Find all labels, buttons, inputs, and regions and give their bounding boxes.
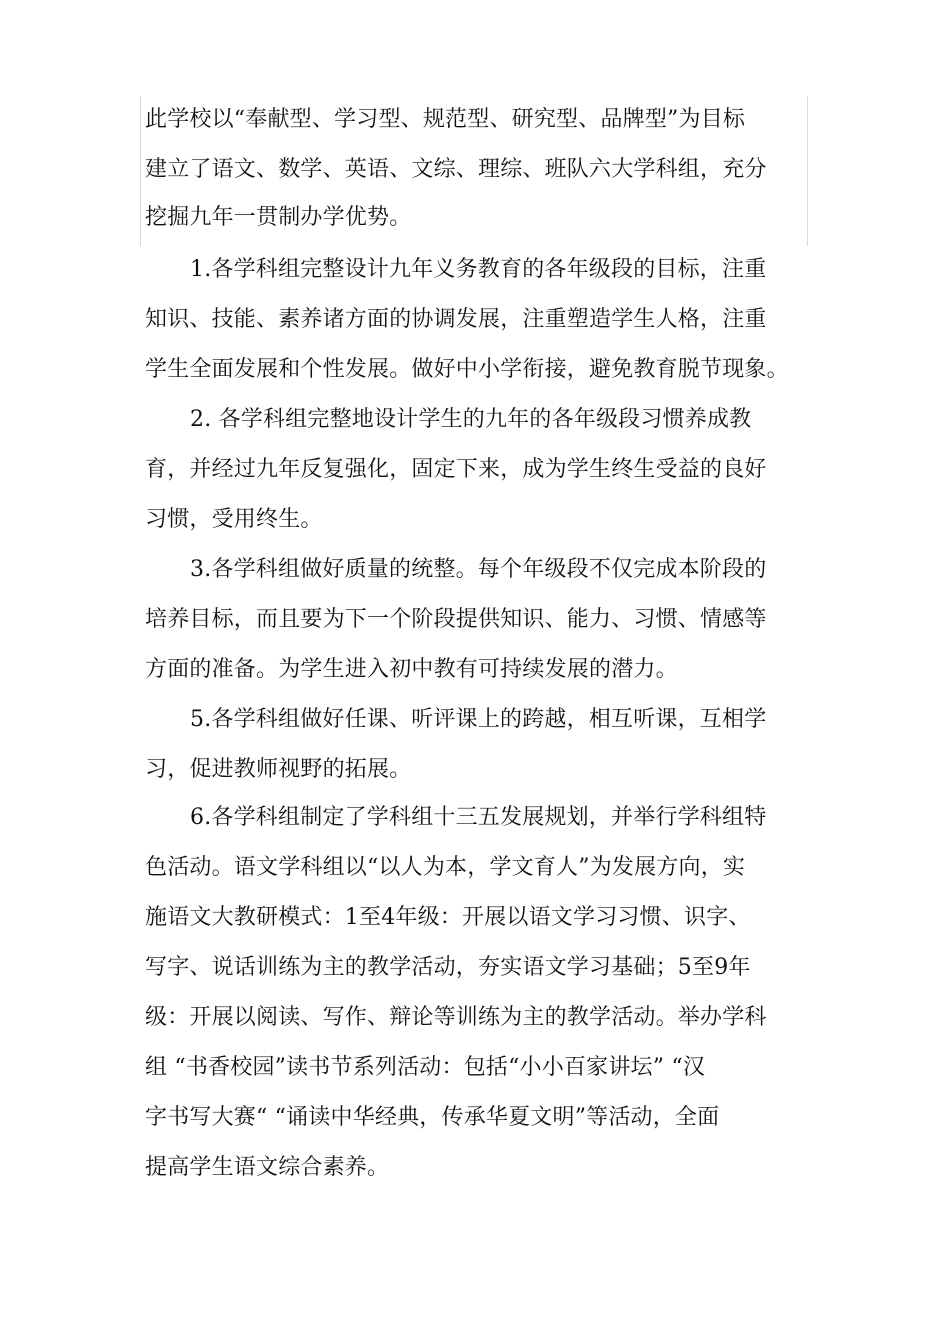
paragraph-3-line-2: 培养目标，而且要为下一个阶段提供知识、能力、习惯、情感等 [145, 607, 767, 632]
intro-line-2: 建立了语文、数学、英语、文综、理综、班队六大学科组，充分 [145, 157, 767, 182]
paragraph-1-line-2: 知识、技能、素养诸方面的协调发展，注重塑造学生人格，注重 [145, 307, 767, 332]
intro-line-3: 挖掘九年一贯制办学优势。 [145, 205, 412, 230]
paragraph-6-line-7: 字书写大赛“ “诵读中华经典，传承华夏文明”等活动，全面 [145, 1105, 720, 1130]
paragraph-6-line-6: 组 “书香校园”读书节系列活动：包括“小小百家讲坛” “汉 [145, 1055, 706, 1080]
paragraph-2-line-2: 育，并经过九年反复强化，固定下来，成为学生终生受益的良好 [145, 457, 767, 482]
paragraph-6-line-2: 色活动。语文学科组以“以人为本，学文育人”为发展方向，实 [145, 855, 746, 880]
paragraph-3-line-3: 方面的准备。为学生进入初中教有可持续发展的潜力。 [145, 657, 678, 682]
paragraph-2-line-3: 习惯，受用终生。 [145, 507, 323, 532]
paragraph-6-line-1: 6.各学科组制定了学科组十三五发展规划，并举行学科组特 [190, 805, 767, 830]
intro-line-1: 此学校以“奉献型、学习型、规范型、研究型、品牌型”为目标 [145, 107, 746, 132]
paragraph-1-line-1: 1.各学科组完整设计九年义务教育的各年级段的目标，注重 [190, 257, 767, 282]
paragraph-6-line-4: 写字、说话训练为主的教学活动，夯实语文学习基础；5至9年 [145, 955, 751, 980]
paragraph-6-line-8: 提高学生语文综合素养。 [145, 1155, 390, 1180]
paragraph-1-line-3: 学生全面发展和个性发展。做好中小学衔接，避免教育脱节现象。 [145, 357, 789, 382]
paragraph-3-line-1: 3.各学科组做好质量的统整。每个年级段不仅完成本阶段的 [190, 557, 767, 582]
paragraph-2-line-1: 2. 各学科组完整地设计学生的九年的各年级段习惯养成教 [190, 407, 752, 432]
paragraph-6-line-5: 级：开展以阅读、写作、辩论等训练为主的教学活动。举办学科 [145, 1005, 767, 1030]
paragraph-5-line-2: 习，促进教师视野的拓展。 [145, 757, 412, 782]
paragraph-5-line-1: 5.各学科组做好任课、听评课上的跨越，相互听课，互相学 [190, 707, 767, 732]
paragraph-6-line-3: 施语文大教研模式：1至4年级：开展以语文学习习惯、识字、 [145, 905, 751, 930]
